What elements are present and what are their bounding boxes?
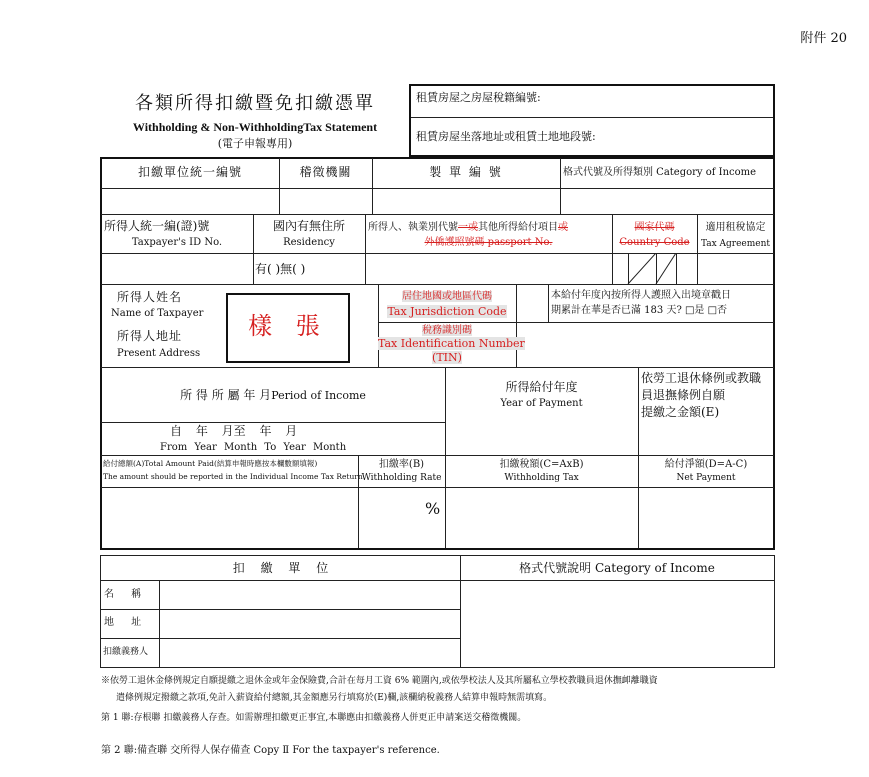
residency-checkbox[interactable]: 有( )無( )	[255, 262, 306, 276]
tax-office-label: 稽徵機關	[299, 165, 352, 179]
payment-year-label-en: Year of Payment	[500, 398, 583, 409]
rental-address: 租賃房屋坐落地址或租賃土地地段號:	[416, 130, 596, 143]
form-subtitle: (電子申報專用)	[217, 137, 293, 150]
unit-address-label: 地 址	[104, 617, 142, 628]
form-title: 各類所得扣繳暨免扣繳憑單	[135, 93, 375, 114]
total-amount-label: 給付總額(A)Total Amount Paid(結算申報時應按本欄數額填報)	[103, 459, 318, 468]
withholding-unit-label: 扣 繳 單 位	[232, 561, 329, 575]
taxpayer-address-label-en: Present Address	[117, 348, 201, 359]
attachment-label: 附件 20	[800, 31, 847, 46]
taxpayer-address-label: 所得人地址	[117, 329, 183, 343]
country-code-boxes	[612, 253, 698, 285]
note-3: 第 1 聯:存根聯 扣繳義務人存查。如需辦理扣繳更正事宜,本聯應由扣繳義務人併更正申請案送交稽徵機關。	[101, 713, 527, 723]
pension-label-1: 依勞工退休條例或教職	[641, 371, 762, 385]
jurisdiction-label: 居住地國或地區代碼	[402, 291, 492, 302]
withholding-tax-label: 扣繳稅額(C=AxB)	[499, 459, 584, 470]
rental-tax-no: 租賃房屋之房屋稅籍編號:	[416, 91, 541, 104]
sample-stamp: 樣 張	[248, 312, 328, 340]
country-code-label-en: Country Code	[619, 237, 690, 248]
percent-sign: %	[425, 499, 441, 518]
taxpayer-id-label-en: Taxpayer's ID No.	[131, 237, 223, 248]
note-1: ※依勞工退休金條例規定自願提繳之退休金或年金保險費,合計在每月工資 6% 範圍內,或依學校法人及其所屬私立學校教職員退休撫卹離職資	[101, 676, 658, 686]
pension-label-2: 員退撫條例自願	[641, 388, 726, 402]
note-2: 遣條例規定撥繳之款項,免計入薪資給付總額,其金額應另行填寫於(E)欄,該欄納稅義務人結算申報時無需填寫。	[116, 693, 553, 703]
period-label: 所 得 所 屬 年 月Period of Income	[180, 388, 366, 402]
taxpayer-name-label-en: Name of Taxpayer	[111, 308, 204, 319]
net-payment-label-en: Net Payment	[676, 473, 736, 483]
jurisdiction-label-en: Tax Jurisdiction Code	[387, 305, 507, 318]
note-4: 第 2 聯:備查聯 交所得人保存備查 Copy Ⅱ For the taxpayer's reference.	[101, 745, 440, 756]
rate-label: 扣繳率(B)	[378, 459, 425, 470]
tin-abbr: (TIN)	[432, 351, 462, 364]
unit-id-label: 扣繳單位統一編號	[137, 165, 242, 179]
withholding-tax-label-en: Withholding Tax	[504, 473, 579, 483]
serial-no-label: 製 單 編 號	[429, 165, 503, 179]
tin-label-en: Tax Identification Number	[378, 337, 525, 350]
exec-id-label: 所得人、執業別代號一或其他所得給付項目或	[368, 222, 568, 233]
country-code-label: 國家代碼	[634, 222, 675, 233]
tax-agreement-label-en: Tax Agreement	[700, 239, 771, 249]
category-description-label: 格式代號說明 Category of Income	[519, 561, 715, 575]
stay-days-question: 本給付年度內按所得人護照入出境章戳日	[551, 290, 731, 301]
pension-label-3: 提繳之金額(E)	[641, 405, 720, 419]
stay-days-options[interactable]: 期累計在華是否已滿 183 天? □是 □否	[551, 305, 728, 316]
residency-label: 國內有無住所	[272, 219, 345, 233]
total-amount-label-en: The amount should be reported in the Individual Income Tax Return	[103, 472, 363, 481]
payment-year-label: 所得給付年度	[505, 380, 578, 394]
unit-agent-label: 扣繳義務人	[103, 647, 149, 657]
net-payment-label: 給付淨額(D=A-C)	[664, 459, 748, 470]
rate-label-en: Withholding Rate	[361, 473, 442, 483]
taxpayer-name-label: 所得人姓名	[117, 290, 183, 304]
from-to-label-en: From Year Month To Year Month	[160, 442, 347, 453]
taxpayer-id-label: 所得人統一編(證)號	[104, 219, 210, 233]
passport-label: 外僑護照號碼 passport No.	[424, 237, 553, 248]
unit-name-label: 名 稱	[104, 589, 142, 600]
from-to-label: 自 年 月至 年 月	[170, 424, 298, 438]
tin-label: 稅務識別碼	[422, 325, 472, 336]
tax-agreement-label: 適用租稅協定	[705, 222, 766, 233]
residency-label-en: Residency	[283, 237, 335, 248]
form-title-en: Withholding & Non-WithholdingTax Statement	[132, 120, 378, 134]
category-label: 格式代號及所得類別 Category of Income	[563, 167, 757, 178]
